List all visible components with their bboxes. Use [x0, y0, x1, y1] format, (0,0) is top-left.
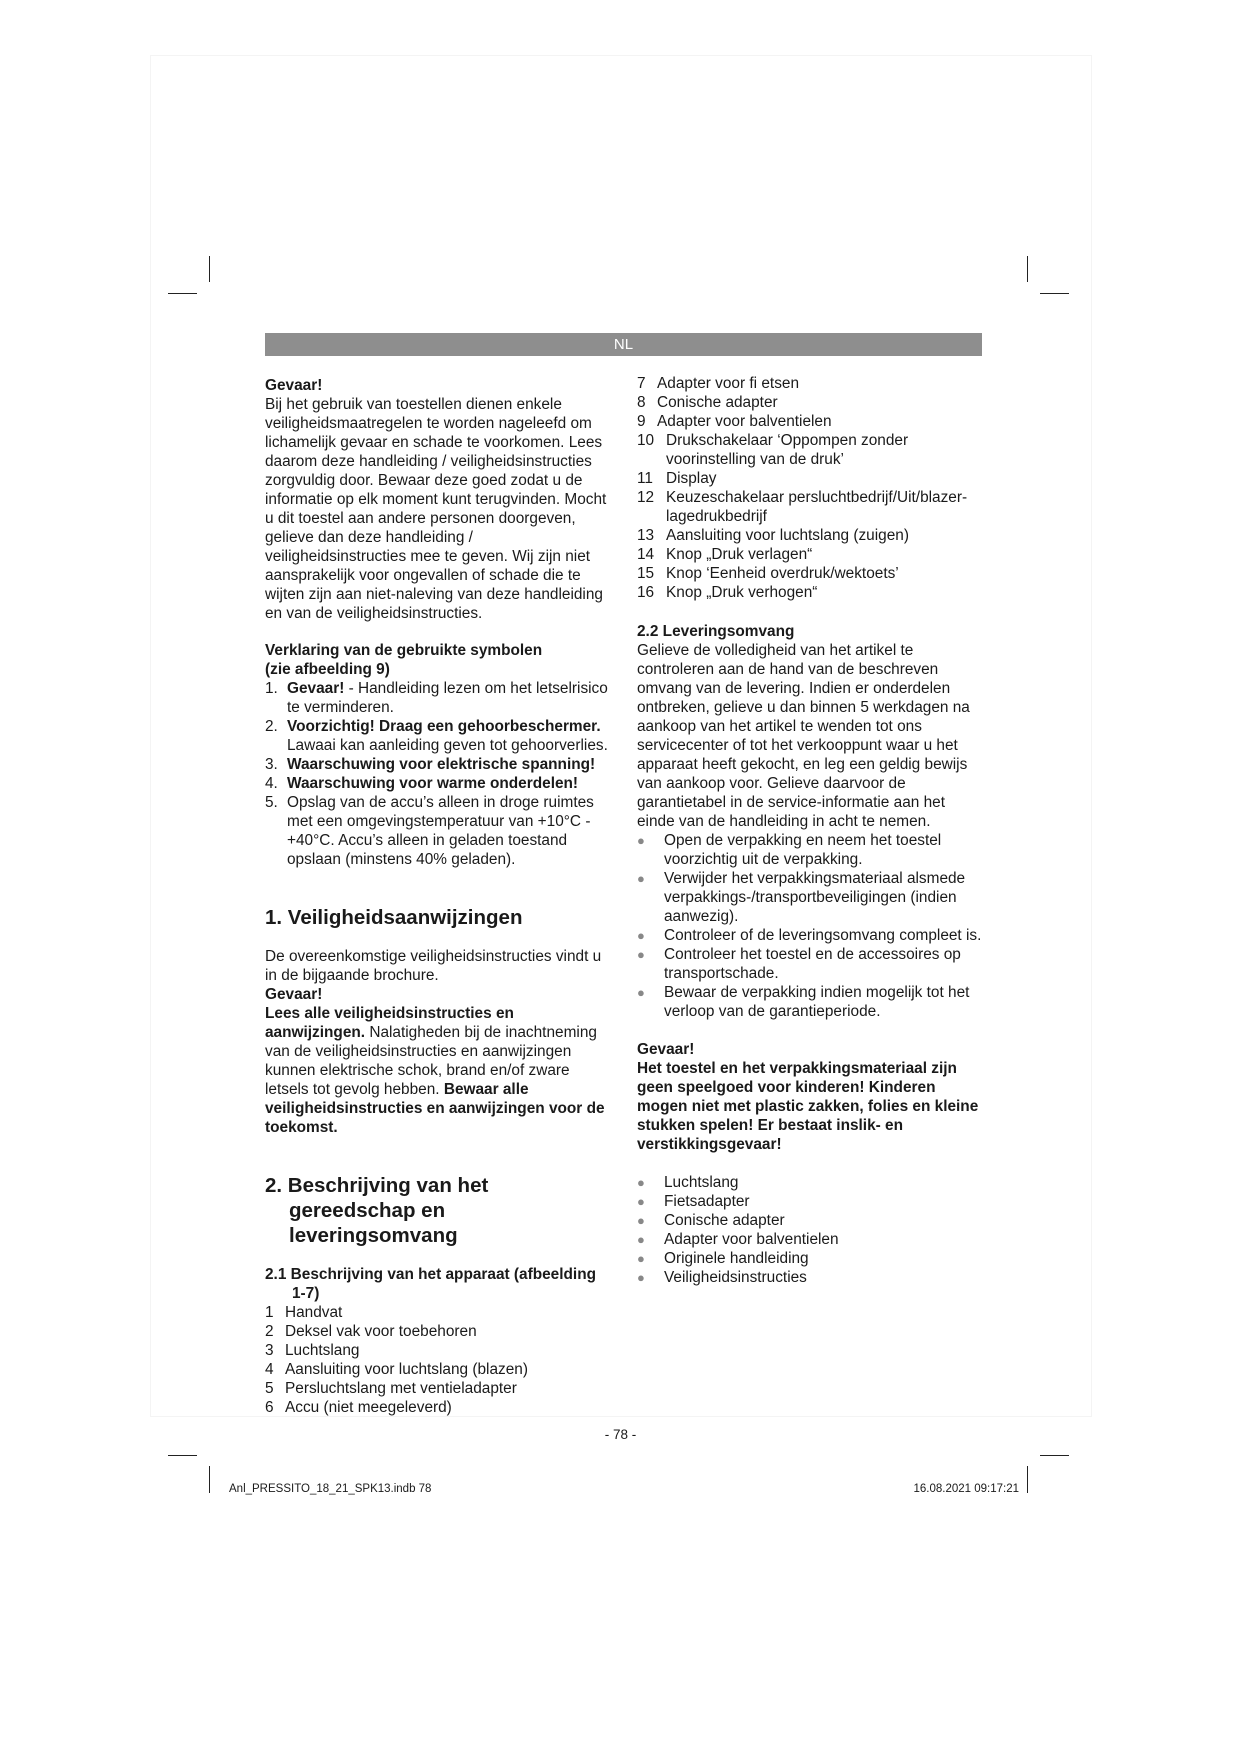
- unpack-step-text: Open de verpakking en neem het toestel voorzichtig uit de verpakking.: [664, 832, 942, 868]
- part-number: 14: [637, 546, 655, 563]
- symbol-item: [265, 755, 613, 774]
- symbol-desc: Opslag van de accu’s alleen in droge ruimtes met een omgevingstemperatuur van +10°C - +40°C. Accu’s alleen in geladen toestand opslaan (minstens 40% geladen).: [287, 794, 594, 868]
- unpack-step-text: Controleer of de leveringsomvang compleet is.: [664, 927, 982, 944]
- parts-list-right: [637, 374, 982, 602]
- section-1-text: De overeenkomstige veiligheidsinstructies vindt u in de bijgaande brochure.: [265, 948, 602, 984]
- section-2-2-text: Gelieve de volledigheid van het artikel te controleren aan de hand van de beschreven omvang van de levering. Indien er onderdelen ontbreken, gelieve u dan binnen 5 werkdagen na aankoop van het artikel te wenden tot ons servicecenter of tot het verkooppunt waar u het apparaat heeft gekocht, en leg een geldig bewijs van aankoop voor. Gelieve daarvoor de garantietabel in de service-informatie aan het einde van de handleiding in acht te nemen.: [637, 642, 970, 830]
- bullet-dot: ●: [637, 871, 645, 886]
- bullet-dot: ●: [637, 1194, 645, 1209]
- symbol-bold: Voorzichtig! Draag een gehoorbeschermer.: [287, 718, 601, 735]
- section-2-1-title: 2.1 Beschrijving van het apparaat (afbeelding 1-7): [265, 1266, 596, 1302]
- bullet-dot: ●: [637, 1175, 645, 1190]
- part-label: Aansluiting voor luchtslang (zuigen): [666, 527, 909, 544]
- delivery-list: [637, 1173, 982, 1287]
- part-number: 4: [265, 1361, 274, 1378]
- part-item: [637, 583, 982, 602]
- part-number: 5: [265, 1380, 274, 1397]
- unpack-step: [637, 926, 982, 945]
- crop-mark-bl-h: [168, 1455, 197, 1456]
- part-label: Knop ‘Eenheid overdruk/wektoets’: [666, 565, 899, 582]
- language-label: NL: [613, 336, 634, 353]
- crop-mark-tr-h: [1040, 293, 1069, 294]
- part-item: [637, 393, 982, 412]
- part-label: Display: [666, 470, 717, 487]
- part-label: Handvat: [285, 1304, 343, 1321]
- part-item: [265, 1322, 613, 1341]
- section-1-gevaar: Gevaar!: [265, 986, 323, 1003]
- parts-list-left: [265, 1303, 613, 1417]
- crop-mark-tr-v: [1027, 256, 1028, 282]
- crop-mark-tl-h: [168, 293, 197, 294]
- part-number: 11: [637, 470, 653, 487]
- page-number: - 78 -: [604, 1427, 637, 1442]
- part-item: [265, 1303, 613, 1322]
- part-item: [637, 545, 982, 564]
- part-item: [265, 1341, 613, 1360]
- symbol-text: [287, 755, 613, 774]
- part-number: 2: [265, 1323, 274, 1340]
- symbol-bold: Gevaar!: [287, 680, 345, 697]
- part-label: Adapter voor balventielen: [657, 413, 832, 430]
- section-1-title: 1. Veiligheidsaanwijzingen: [265, 906, 523, 929]
- part-label: Aansluiting voor luchtslang (blazen): [285, 1361, 528, 1378]
- symbol-desc: - Handleiding lezen om het letselrisico te verminderen.: [287, 680, 608, 716]
- symbol-number: 4.: [265, 775, 278, 792]
- part-item: [265, 1398, 613, 1417]
- symbol-number: 1.: [265, 680, 278, 697]
- part-number: 8: [637, 394, 646, 411]
- symbol-text: [287, 774, 613, 793]
- bullet-dot: ●: [637, 833, 645, 848]
- symbol-number: 2.: [265, 718, 278, 735]
- part-item: [637, 431, 982, 469]
- symbols-list: [265, 679, 613, 869]
- right-column: [637, 374, 982, 1287]
- delivery-item: [637, 1230, 982, 1249]
- crop-mark-br-h: [1040, 1455, 1069, 1456]
- section-2-2-title: 2.2 Leveringsomvang: [637, 623, 795, 640]
- footer-file: Anl_PRESSITO_18_21_SPK13.indb 78: [229, 1483, 432, 1495]
- part-label: Luchtslang: [285, 1342, 360, 1359]
- delivery-item: [637, 1249, 982, 1268]
- symbol-number: 3.: [265, 756, 278, 773]
- delivery-item-text: Adapter voor balventielen: [664, 1231, 839, 1248]
- crop-mark-tl-v: [209, 256, 210, 282]
- part-number: 16: [637, 584, 655, 601]
- delivery-item-text: Originele handleiding: [664, 1250, 809, 1267]
- symbol-item: [265, 679, 613, 717]
- part-label: Knop „Druk verlagen“: [666, 546, 813, 563]
- symbol-bold: Waarschuwing voor elektrische spanning!: [287, 756, 596, 773]
- part-number: 7: [637, 375, 646, 392]
- part-number: 15: [637, 565, 655, 582]
- gevaar-text: Bij het gebruik van toestellen dienen enkele veiligheidsmaatregelen te worden nageleefd om lichamelijk gevaar en schade te voorkomen. Lees daarom deze handleiding / veiligheidsinstructies zorgvuldig door. Bewaar deze goed zodat u de informatie op elk moment kunt terugvinden. Mocht u dit toestel aan andere personen doorgeven, gelieve dan deze handleiding / veiligheidsinstructies mee te geven. Wij zijn niet aansprakelijk voor ongevallen of schade die te wijten zijn aan niet-naleving van deze handleiding en van de veiligheidsinstructies.: [265, 396, 607, 622]
- crop-mark-br-v: [1027, 1466, 1028, 1493]
- unpack-step: [637, 869, 982, 926]
- left-column: [265, 376, 613, 1417]
- bullet-dot: ●: [637, 985, 645, 1000]
- symbols-title: Verklaring van de gebruikte symbolen (zie afbeelding 9): [265, 642, 543, 678]
- part-item: [637, 526, 982, 545]
- part-number: 6: [265, 1399, 274, 1416]
- part-label: Deksel vak voor toebehoren: [285, 1323, 477, 1340]
- symbol-number: 5.: [265, 794, 278, 811]
- bullet-dot: ●: [637, 928, 645, 943]
- symbol-item: [265, 717, 613, 755]
- symbol-bold: Waarschuwing voor warme onderdelen!: [287, 775, 579, 792]
- part-number: 10: [637, 432, 655, 449]
- unpack-step-text: Bewaar de verpakking indien mogelijk tot het verloop van de garantieperiode.: [664, 984, 970, 1020]
- part-number: 1: [265, 1304, 274, 1321]
- delivery-item-text: Luchtslang: [664, 1174, 739, 1191]
- symbol-item: [265, 774, 613, 793]
- language-header-bar: [265, 333, 982, 356]
- delivery-item-text: Conische adapter: [664, 1212, 785, 1229]
- bullet-dot: ●: [637, 947, 645, 962]
- unpack-step: [637, 983, 982, 1021]
- part-item: [637, 564, 982, 583]
- part-label: Accu (niet meegeleverd): [285, 1399, 452, 1416]
- symbol-item: [265, 793, 613, 869]
- bullet-dot: ●: [637, 1270, 645, 1285]
- bullet-dot: ●: [637, 1232, 645, 1247]
- gevaar-title: Gevaar!: [265, 377, 323, 394]
- symbol-desc: Lawaai kan aanleiding geven tot gehoorverlies.: [287, 737, 608, 754]
- gevaar-2-text: Het toestel en het verpakkingsmateriaal zijn geen speelgoed voor kinderen! Kinderen mogen niet met plastic zakken, folies en kleine stukken spelen! Er bestaat inslik- en verstikkingsgevaar!: [637, 1060, 979, 1153]
- part-label: Adapter voor fi etsen: [657, 375, 800, 392]
- unpack-step-text: Verwijder het verpakkingsmateriaal alsmede verpakkings-/transportbeveiligingen (indien aanwezig).: [664, 870, 966, 925]
- part-label: Conische adapter: [657, 394, 778, 411]
- unpack-step: [637, 831, 982, 869]
- part-label: Drukschakelaar ‘Oppompen zonder voorinstelling van de druk’: [666, 432, 909, 468]
- delivery-item-text: Fietsadapter: [664, 1193, 750, 1210]
- unpack-steps-list: [637, 831, 982, 1021]
- part-label: Persluchtslang met ventieladapter: [285, 1380, 517, 1397]
- crop-mark-bl-v: [209, 1466, 210, 1493]
- delivery-item: [637, 1211, 982, 1230]
- part-label: Keuzeschakelaar persluchtbedrijf/Uit/blazer-lagedrukbedrijf: [666, 489, 968, 525]
- section-2-title: 2. Beschrijving van het gereedschap en leveringsomvang: [265, 1174, 489, 1247]
- delivery-item-text: Veiligheidsinstructies: [664, 1269, 807, 1286]
- part-item: [637, 374, 982, 393]
- bullet-dot: ●: [637, 1251, 645, 1266]
- unpack-step-text: Controleer het toestel en de accessoires op transportschade.: [664, 946, 961, 982]
- part-number: 13: [637, 527, 655, 544]
- part-label: Knop „Druk verhogen“: [666, 584, 818, 601]
- part-item: [265, 1379, 613, 1398]
- part-item: [265, 1360, 613, 1379]
- part-item: [637, 469, 982, 488]
- part-item: [637, 488, 982, 526]
- delivery-item: [637, 1192, 982, 1211]
- delivery-item: [637, 1173, 982, 1192]
- symbol-text: [287, 679, 613, 717]
- part-number: 3: [265, 1342, 274, 1359]
- symbol-text: [287, 717, 613, 755]
- part-number: 9: [637, 413, 646, 430]
- bullet-dot: ●: [637, 1213, 645, 1228]
- unpack-step: [637, 945, 982, 983]
- part-item: [637, 412, 982, 431]
- footer-date: 16.08.2021 09:17:21: [913, 1483, 1019, 1495]
- delivery-item: [637, 1268, 982, 1287]
- symbol-text: [287, 793, 613, 869]
- gevaar-2-title: Gevaar!: [637, 1041, 695, 1058]
- section-1-warning: Lees alle veiligheidsinstructies en aanwijzingen. Nalatigheden bij de inachtneming van de veiligheidsinstructies en aanwijzingen kunnen elektrische schok, brand en/of zware letsels tot gevolg hebben. Bewaar alle veiligheidsinstructies en aanwijzingen voor de toekomst.: [265, 1005, 605, 1136]
- part-number: 12: [637, 489, 655, 506]
